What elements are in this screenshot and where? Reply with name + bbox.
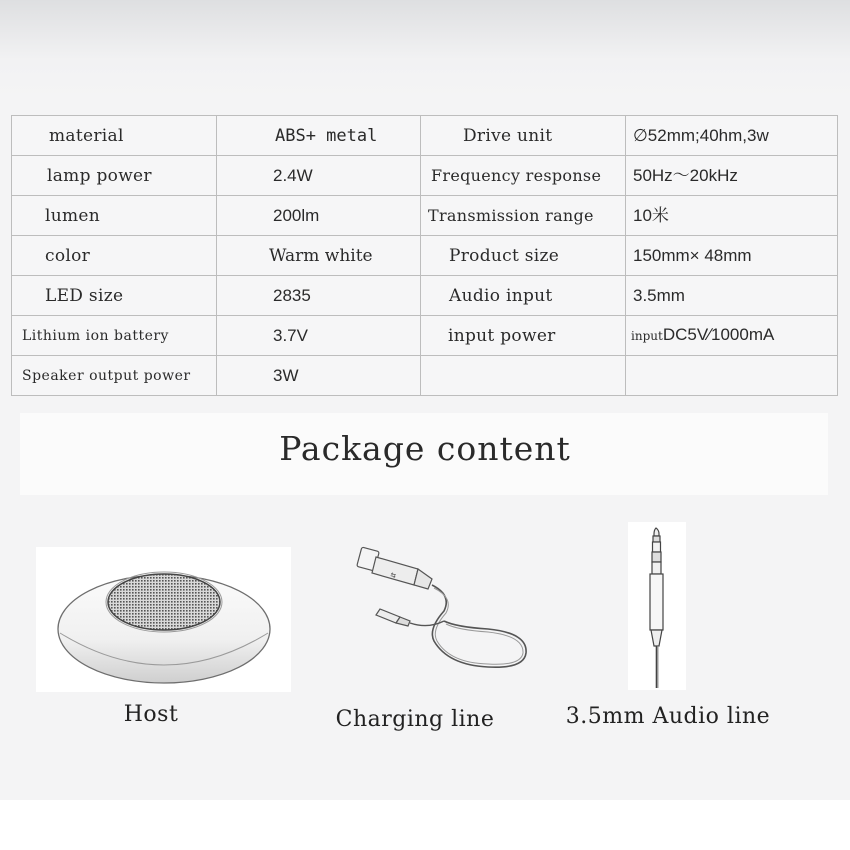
svg-text:⇆: ⇆	[389, 570, 398, 582]
speaker-host-icon	[36, 547, 291, 692]
spec-value: 200lm	[217, 196, 421, 236]
spec-value: 150mm× 48mm	[626, 236, 838, 276]
spec-value: 3.5mm	[626, 276, 838, 316]
spec-value: 10米	[626, 196, 838, 236]
spec-value: 3.7V	[217, 316, 421, 356]
spec-value: Warm white	[217, 236, 421, 276]
spec-key: Lithium ion battery	[12, 316, 217, 356]
spec-key: Drive unit	[421, 116, 626, 156]
spec-value: 50Hz～20kHz	[626, 156, 838, 196]
header-band	[0, 0, 850, 100]
charging-line-image	[348, 537, 534, 687]
charging-line-caption: Charging line	[335, 707, 495, 732]
spec-key: Audio input	[421, 276, 626, 316]
spec-table	[11, 115, 838, 396]
spec-value: 3W	[217, 356, 421, 396]
bottom-margin	[0, 800, 850, 850]
spec-row	[12, 276, 838, 316]
spec-value	[626, 356, 838, 396]
spec-key: lumen	[12, 196, 217, 236]
spec-key	[421, 356, 626, 396]
spec-value: 2835	[217, 276, 421, 316]
spec-key: input power	[421, 316, 626, 356]
spec-key: material	[12, 116, 217, 156]
spec-key: Transmission range	[421, 196, 626, 236]
audio-line-image	[628, 522, 686, 690]
spec-row	[12, 196, 838, 236]
spec-value: ABS+ metal	[217, 116, 421, 156]
spec-value: 2.4W	[217, 156, 421, 196]
spec-row	[12, 316, 838, 356]
package-title: Package content	[279, 429, 571, 468]
spec-value: ∅52mm;40hm,3w	[626, 116, 838, 156]
spec-key: lamp power	[12, 156, 217, 196]
spec-key: Product size	[421, 236, 626, 276]
spec-row	[12, 116, 838, 156]
spec-key: Speaker output power	[12, 356, 217, 396]
input-prefix: input	[631, 329, 663, 343]
spec-key: color	[12, 236, 217, 276]
spec-row	[12, 236, 838, 276]
spec-row	[12, 156, 838, 196]
host-image	[36, 547, 291, 692]
spec-key: LED size	[12, 276, 217, 316]
audio-jack-icon	[628, 522, 686, 690]
input-power-value: DC5V∕1000mA	[662, 325, 775, 344]
spec-key: Frequency response	[421, 156, 626, 196]
spec-row	[12, 356, 838, 396]
host-caption: Host	[123, 702, 179, 727]
audio-line-caption: 3.5mm Audio line	[565, 704, 771, 729]
usb-cable-icon	[348, 537, 534, 687]
spec-value	[626, 316, 838, 356]
